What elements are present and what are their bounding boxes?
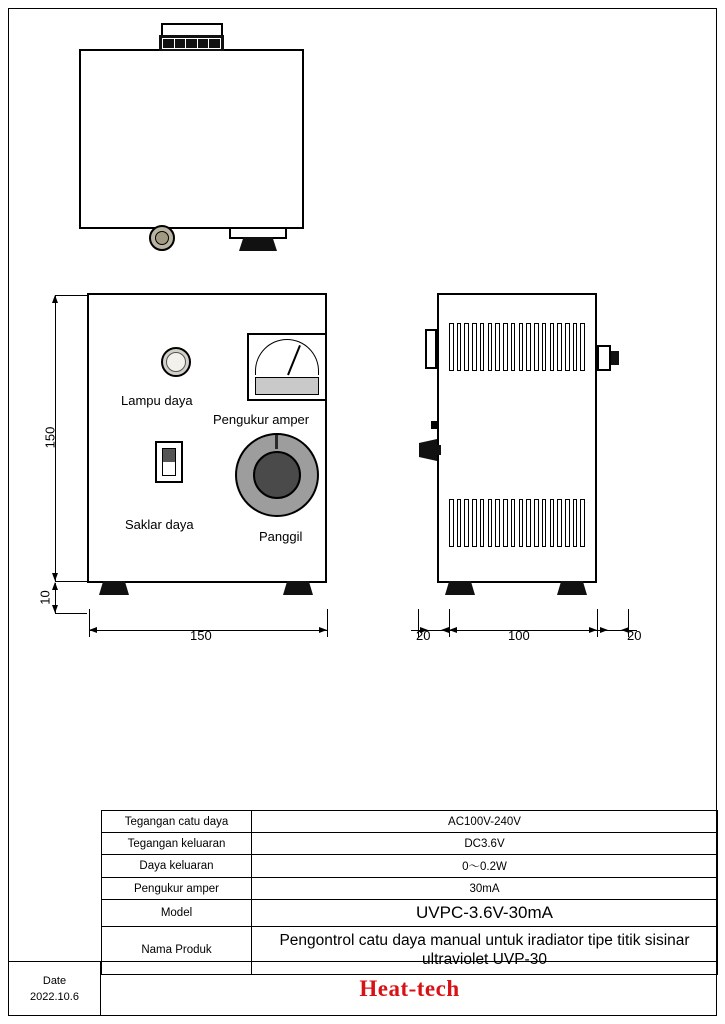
side-view-knob-stem	[433, 445, 441, 455]
dim-arrow-left	[89, 627, 97, 633]
dim-arrow-up	[52, 295, 58, 303]
table-row	[102, 878, 718, 900]
dial-pointer	[275, 435, 278, 449]
louver-slot	[472, 323, 477, 371]
spec-value: DC3.6V	[252, 833, 718, 855]
louver-slot	[511, 499, 516, 547]
terminal-pin	[186, 39, 197, 48]
louver-slot	[519, 499, 524, 547]
louver-slot	[511, 323, 516, 371]
louver-slot	[542, 499, 547, 547]
dim-text-front-width: 150	[190, 628, 212, 643]
louver-slot	[457, 323, 462, 371]
drawing-canvas	[9, 9, 716, 1015]
louver-slot	[480, 499, 485, 547]
drawing-sheet	[8, 8, 717, 1016]
louver-slot	[495, 323, 500, 371]
dim-arrow-down	[52, 573, 58, 581]
company-logo: Heat-tech	[359, 976, 460, 1001]
louver-slot	[557, 323, 562, 371]
power-lamp-lens	[166, 352, 186, 372]
louver-slot	[457, 499, 462, 547]
table-row	[102, 855, 718, 878]
spec-value: AC100V-240V	[252, 811, 718, 833]
spec-value: 0～0.2W	[252, 855, 718, 878]
louver-slot	[464, 323, 469, 371]
dim-arrow-side-mid-left	[449, 627, 457, 633]
louver-slot	[580, 499, 585, 547]
dim-arrow-right	[319, 627, 327, 633]
louver-slot	[550, 323, 555, 371]
table-row	[102, 900, 718, 927]
side-view-foot-left	[445, 581, 475, 595]
spec-value: UVPC-3.6V-30mA	[252, 900, 718, 927]
louver-slot	[526, 323, 531, 371]
terminal-pin	[163, 39, 174, 48]
dim-ext-front-left	[89, 609, 90, 637]
table-row	[102, 833, 718, 855]
louver-slot	[550, 499, 555, 547]
side-view-output-port	[597, 345, 611, 371]
label-ampere-meter: Pengukur amper	[213, 412, 310, 427]
louver-slot	[449, 499, 454, 547]
dim-ext-side-c	[597, 609, 598, 637]
date-label: Date	[42, 974, 67, 987]
date-block	[9, 961, 101, 1016]
spec-value: Pengontrol catu daya manual untuk iradiator tipe titik sisinar ultraviolet UVP-30	[252, 927, 718, 975]
spec-value: 30mA	[252, 878, 718, 900]
louver-slot	[503, 499, 508, 547]
specification-table	[101, 810, 718, 975]
spec-key: Tegangan catu daya	[102, 811, 252, 833]
terminal-pin	[198, 39, 209, 48]
dim-ext-bottom	[55, 613, 87, 614]
table-row	[102, 811, 718, 833]
side-view-notch	[431, 421, 439, 429]
spec-key: Pengukur amper	[102, 878, 252, 900]
dim-text-side-right: 20	[627, 628, 642, 643]
side-view-foot-right	[557, 581, 587, 595]
date-value: 2022.10.6	[30, 991, 79, 1003]
side-view-rear-connector	[425, 329, 437, 369]
dim-text-front-height: 150	[42, 426, 58, 449]
louver-slot	[519, 323, 524, 371]
spec-key: Daya keluaran	[102, 855, 252, 878]
dim-arrow-side-left-out	[441, 627, 449, 633]
louver-slot	[573, 323, 578, 371]
dim-arrow-down-foot	[52, 605, 58, 613]
louver-slot	[472, 499, 477, 547]
louver-slot	[565, 499, 570, 547]
power-switch-toggle	[163, 449, 175, 462]
top-view-assembly	[79, 21, 319, 261]
louver-slot	[449, 323, 454, 371]
dial-center	[253, 451, 301, 499]
dim-ext-mid	[55, 581, 87, 582]
louver-slot	[488, 323, 493, 371]
logo-block	[101, 961, 718, 1016]
label-dial: Panggil	[259, 529, 303, 544]
top-view-housing	[79, 49, 304, 229]
louver-slot	[503, 323, 508, 371]
label-power-switch: Saklar daya	[125, 517, 194, 532]
louver-slot	[495, 499, 500, 547]
louver-slot	[534, 499, 539, 547]
top-view-knob-center	[155, 231, 169, 245]
louver-slot	[534, 323, 539, 371]
louver-slot	[580, 323, 585, 371]
louver-slot	[488, 499, 493, 547]
louver-slot	[573, 499, 578, 547]
spec-key: Tegangan keluaran	[102, 833, 252, 855]
top-view-output-plug	[239, 237, 277, 251]
spec-key: Model	[102, 900, 252, 927]
louver-slot	[526, 499, 531, 547]
side-view-louver-group-bottom	[449, 499, 585, 547]
louver-slot	[480, 323, 485, 371]
louver-slot	[542, 323, 547, 371]
dim-text-side-left: 20	[416, 628, 431, 643]
terminal-pin	[175, 39, 186, 48]
side-view-assembly	[437, 293, 707, 613]
label-power-lamp: Lampu daya	[121, 393, 193, 408]
front-view-foot-left	[99, 581, 129, 595]
terminal-pin	[209, 39, 220, 48]
top-view-terminal-pins	[162, 38, 221, 49]
louver-slot	[557, 499, 562, 547]
front-view-assembly	[87, 293, 387, 613]
dim-text-foot-height: 10	[37, 590, 53, 605]
front-view-foot-right	[283, 581, 313, 595]
louver-slot	[565, 323, 570, 371]
louver-slot	[464, 499, 469, 547]
spec-key: Nama Produk	[102, 927, 252, 975]
dim-ext-front-right	[327, 609, 328, 637]
dim-arrow-side-right-in	[600, 627, 608, 633]
dim-text-side-width: 100	[508, 628, 530, 643]
side-view-louver-group-top	[449, 323, 585, 371]
dim-arrow-up-foot	[52, 582, 58, 590]
side-view-output-plug	[611, 351, 619, 365]
dim-ext-top	[55, 295, 87, 296]
ampere-meter-scale	[255, 377, 319, 395]
